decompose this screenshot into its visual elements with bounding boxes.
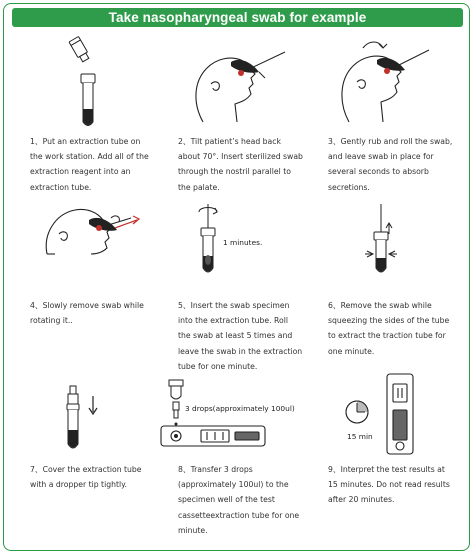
- step-6: [305, 198, 455, 359]
- step-8: [155, 362, 305, 538]
- step-9-illustration: [305, 362, 455, 454]
- title-banner: [12, 8, 463, 27]
- squeeze-tube-remove-swab-icon: [305, 198, 455, 290]
- step-2-illustration: [155, 34, 305, 126]
- step-8-illustration: [155, 362, 305, 454]
- step-6-illustration: [305, 198, 455, 290]
- step-5: [155, 198, 305, 374]
- swab-rub-rotate-icon: [305, 34, 455, 126]
- step-3: [305, 34, 455, 195]
- step-1-illustration: [7, 34, 157, 126]
- step-3-illustration: [305, 34, 455, 126]
- dropper-cap-tube-icon: [7, 362, 157, 454]
- head-tilted-swab-insert-icon: [155, 34, 305, 126]
- step-9-caption: 9、Interpret the test results at 15 minutes. Do not read results after 20 minutes.: [328, 465, 450, 505]
- step-8-caption: 8、Transfer 3 drops (approximately 100ul) to the specimen well of the test cassetteextraction tube for one minute.: [178, 465, 300, 535]
- step-9: [305, 362, 455, 508]
- step-7: [7, 362, 157, 492]
- three-drops-label: 3 drops(approximately 100ul): [185, 404, 295, 413]
- swab-removal-icon: [7, 198, 157, 290]
- step-6-caption: 6、Remove the swab while squeezing the sides of the tube to extract the traction tube for one minute.: [328, 301, 450, 356]
- step-3-caption: 3、Gently rub and roll the swab, and leave swab in place for several seconds to absorb secretions.: [328, 137, 453, 192]
- timer-and-cassette-icon: [305, 362, 455, 454]
- step-4: [7, 198, 157, 328]
- step-1: [7, 34, 157, 195]
- fifteen-min-label: 15 min: [347, 432, 373, 441]
- step-5-caption: 5、Insert the swab specimen into the extraction tube. Roll the swab at least 5 times and leave the swab in the extraction tube for one minute.: [178, 301, 303, 371]
- step-2-caption: 2、Tilt patient’s head back about 70°. Insert sterilized swab through the nostril parallel to the palate.: [178, 137, 303, 192]
- step-4-illustration: [7, 198, 157, 290]
- extraction-tube-pouring-icon: [7, 34, 157, 126]
- step-1-caption: 1、Put an extraction tube on the work station. Add all of the extraction reagent into an extraction tube.: [30, 137, 149, 192]
- page-title: Take nasopharyngeal swab for example: [108, 10, 367, 25]
- one-minute-label: 1 minutes.: [223, 238, 263, 247]
- step-5-illustration: [155, 198, 305, 290]
- step-7-illustration: [7, 362, 157, 454]
- step-4-caption: 4、Slowly remove swab while rotating it..: [30, 301, 144, 326]
- step-2: [155, 34, 305, 195]
- step-7-caption: 7、Cover the extraction tube with a dropper tip tightly.: [30, 465, 142, 490]
